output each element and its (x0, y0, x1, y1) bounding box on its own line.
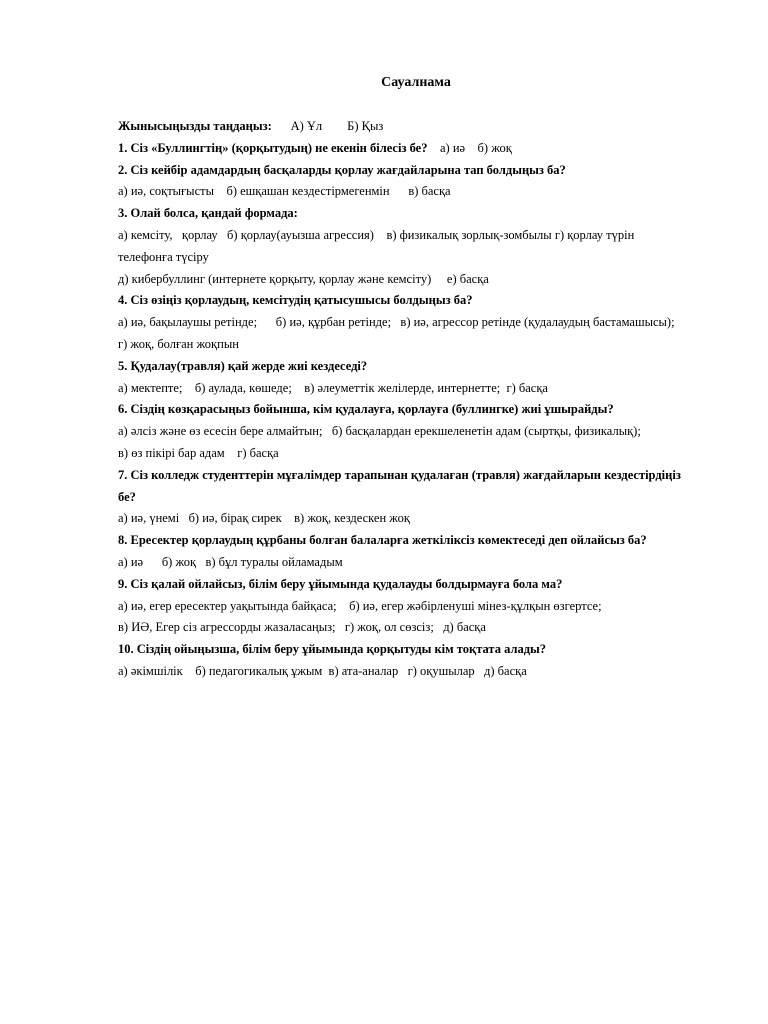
question-7-line-2 (118, 487, 718, 509)
answer-8-line (118, 552, 718, 574)
answer-options: а) кемсіту, қорлау б) қорлау(ауызша агрессия) в) физикалық зорлық-зомбылы г) қорлау түрін (118, 227, 635, 242)
answer-options: а) иә б) жоқ в) бұл туралы ойламадым (118, 554, 343, 569)
question-text: 5. Қудалау(травля) қай жерде жиі кездеседі? (118, 358, 368, 373)
answer-4-line-1 (118, 312, 718, 334)
question-text: 4. Сіз өзіңіз қорлаудың, кемсітудің қатысушысы болдыңыз ба? (118, 293, 473, 308)
question-8-line (118, 530, 718, 552)
answer-options: а) иә, соқтығысты б) ешқашан кездестірмегенмін в) басқа (118, 184, 451, 199)
question-text: Жынысыңызды таңдаңыз: (118, 119, 272, 133)
answer-6-line-2 (118, 443, 718, 465)
question-3-line (118, 203, 718, 225)
answer-options: А) Ұл Б) Қыз (271, 119, 384, 133)
question-text: 8. Ересектер қорлаудың құрбаны болған балаларға жеткіліксіз көмектеседі деп ойлайсыз ба? (118, 533, 647, 548)
answer-3-line-1 (118, 225, 718, 247)
question-7-line-1 (118, 465, 718, 487)
answer-10-line (118, 661, 718, 683)
answer-options: а) мектепте; б) аулада, көшеде; в) әлеуметтік желілерде, интернетте; г) басқа (118, 380, 548, 395)
answer-options: г) жоқ, болған жоқпын (118, 336, 239, 351)
question-text: 6. Сіздің көзқарасыңыз бойынша, кім қудалауға, қорлауға (буллингке) жиі ұшырайды? (118, 402, 614, 417)
answer-options: а) иә, егер ересектер уақытында байқаса; б) иә, егер жәбірленуші мінез-құлқын өзгертсе; (118, 598, 602, 613)
answer-options: телефонға түсіру (118, 249, 209, 264)
question-text: 10. Сіздің ойыңызша, білім беру ұйымында қорқытуды кім тоқтата алады? (118, 642, 547, 657)
answer-options: а) иә, бақылаушы ретінде; б) иә, құрбан ретінде; в) иә, агрессор ретінде (қудалаудың бастамашысы); (118, 315, 675, 330)
question-text: 7. Сіз колледж студенттерін мұғалімдер тарапынан қудалаған (травля) жағдайларын кездестірдіңіз (118, 467, 681, 482)
question-2-line (118, 160, 718, 182)
question-6-line (118, 399, 718, 421)
gender-line (118, 116, 718, 138)
answer-6-line-1 (118, 421, 718, 443)
question-text: 3. Олай болса, қандай формада: (118, 206, 298, 221)
question-text: 9. Сіз қалай ойлайсыз, білім беру ұйымында қудалауды болдырмауға бола ма? (118, 576, 563, 591)
answer-9-line-2 (118, 617, 718, 639)
question-text: 1. Сіз «Буллингтің» (қорқытудың) не екенін білесіз бе? (118, 140, 428, 155)
answer-7-line (118, 508, 718, 530)
questionnaire-body (118, 116, 718, 683)
question-5-line (118, 356, 718, 378)
answer-options: а) әкімшілік б) педагогикалық ұжым в) ата-аналар г) оқушылар д) басқа (118, 663, 527, 678)
answer-options: а) иә б) жоқ (427, 140, 512, 155)
question-text: 2. Сіз кейбір адамдардың басқаларды қорлау жағдайларына тап болдыңыз ба? (118, 162, 566, 177)
question-text: бе? (118, 489, 136, 504)
answer-5-line (118, 378, 718, 400)
answer-options: в) өз пікірі бар адам г) басқа (118, 445, 279, 460)
answer-options: д) кибербуллинг (интернете қорқыту, қорлау және кемсіту) е) басқа (118, 271, 489, 286)
question-4-line (118, 290, 718, 312)
answer-options: в) ИӘ, Егер сіз агрессорды жазаласаңыз; г) жоқ, ол сөзсіз; д) басқа (118, 620, 486, 635)
question-9-line (118, 574, 718, 596)
answer-2-line (118, 181, 718, 203)
page-title: Сауалнама (381, 75, 451, 90)
answer-9-line-1 (118, 596, 718, 618)
answer-3-line-2 (118, 247, 718, 269)
question-1-line (118, 138, 718, 160)
answer-4-line-2 (118, 334, 718, 356)
answer-3-line-3 (118, 269, 718, 291)
question-10-line (118, 639, 718, 661)
answer-options: а) әлсіз және өз есесін бере алмайтын; б) басқалардан ерекшеленетін адам (сыртқы, физикалық); (118, 424, 641, 439)
answer-options: а) иә, үнемі б) иә, бірақ сирек в) жоқ, кездескен жоқ (118, 511, 410, 526)
